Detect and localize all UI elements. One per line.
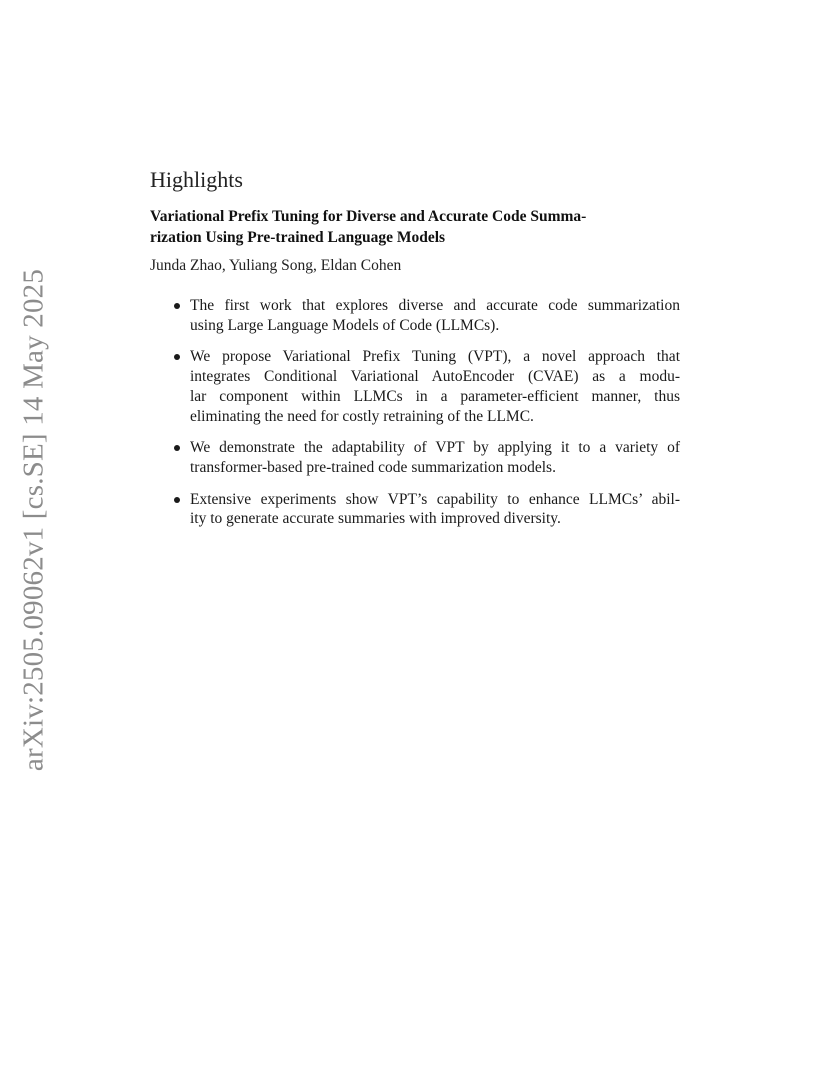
highlight-line: integrates Conditional Variational AutoEncoder (CVAE) as a modu- (190, 368, 680, 386)
highlight-line: eliminating the need for costly retraining of the LLMC. (190, 407, 534, 425)
highlight-line: The first work that explores diverse and accurate code summarization (190, 297, 680, 314)
highlight-line: transformer-based pre-trained code summarization models. (190, 458, 556, 476)
bullet-icon (174, 497, 180, 503)
highlight-item (150, 490, 680, 529)
bullet-icon (174, 354, 180, 360)
arxiv-identifier-stamp: arXiv:2505.09062v1 [cs.SE] 14 May 2025 (17, 268, 50, 772)
bullet-icon (174, 445, 180, 451)
highlight-line: Extensive experiments show VPT’s capability to enhance LLMCs’ abil- (190, 490, 680, 508)
highlight-line: ity to generate accurate summaries with improved diversity. (190, 510, 561, 528)
bullet-icon (174, 303, 180, 309)
highlights-heading: Highlights (150, 167, 243, 192)
paper-title-line: rization Using Pre-trained Language Models (150, 229, 446, 246)
highlights-list (150, 296, 680, 541)
highlight-line: lar component within LLMCs in a parameter-efficient manner, thus (190, 387, 680, 405)
paper-title (150, 206, 680, 248)
highlight-line: We propose Variational Prefix Tuning (VPT), a novel approach that (190, 348, 680, 366)
highlight-line: We demonstrate the adaptability of VPT by applying it to a variety of (190, 439, 680, 457)
author-list: Junda Zhao, Yuliang Song, Eldan Cohen (150, 257, 402, 274)
highlight-item (150, 347, 680, 426)
highlight-item (150, 438, 680, 477)
highlight-item (150, 296, 680, 335)
highlight-line: using Large Language Models of Code (LLMCs). (190, 316, 500, 334)
paper-title-line: Variational Prefix Tuning for Diverse and Accurate Code Summa- (150, 208, 587, 225)
